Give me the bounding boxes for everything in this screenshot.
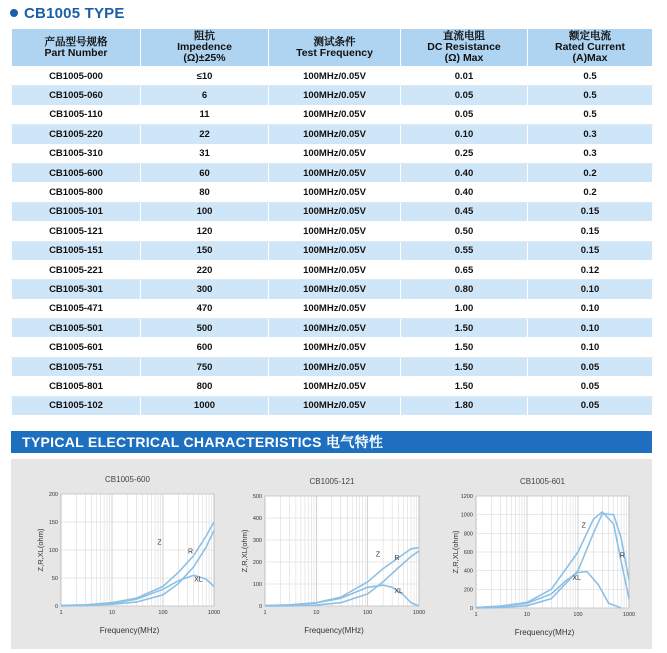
y-tick-label: 150	[48, 520, 58, 526]
chart-0	[36, 475, 220, 635]
cell-dc-resistance: 0.05	[401, 86, 528, 105]
type-title: CB1005 TYPE	[24, 4, 125, 22]
cell-rated-current: 0.2	[528, 183, 653, 202]
cell-test-frequency: 100MHz/0.05V	[269, 319, 401, 338]
cell-impedance: 31	[141, 144, 269, 163]
cell-part-number: CB1005-220	[12, 125, 141, 144]
y-tick-label: 1200	[460, 494, 473, 500]
y-axis-label: Z,R,XL(ohm)	[451, 530, 460, 574]
x-tick-label: 1	[59, 610, 63, 616]
cell-rated-current: 0.05	[528, 357, 653, 376]
series-label-z: Z	[375, 551, 381, 559]
y-tick-label: 200	[48, 492, 58, 498]
col-header-unit: (Ω) Max	[444, 52, 484, 64]
table-row	[12, 163, 653, 182]
cell-rated-current: 0.5	[528, 105, 653, 124]
x-tick-label: 1	[474, 612, 478, 618]
cell-dc-resistance: 0.80	[401, 280, 528, 299]
y-axis-label: Z,R,XL(ohm)	[36, 528, 45, 572]
cell-dc-resistance: 0.40	[401, 163, 528, 182]
cell-dc-resistance: 0.05	[401, 105, 528, 124]
cell-rated-current: 0.05	[528, 377, 653, 396]
col-header-en: Rated Current	[554, 41, 625, 53]
table-row	[12, 299, 653, 318]
cell-impedance: 120	[141, 222, 269, 241]
charts-svg	[11, 459, 652, 649]
cell-rated-current: 0.10	[528, 338, 653, 357]
table-row	[12, 280, 653, 299]
cell-test-frequency: 100MHz/0.05V	[269, 299, 401, 318]
table-row	[12, 183, 653, 202]
cell-impedance: 22	[141, 125, 269, 144]
table-row	[12, 396, 653, 415]
cell-part-number: CB1005-121	[12, 222, 141, 241]
cell-impedance: 750	[141, 357, 269, 376]
series-label-z: Z	[157, 539, 162, 547]
y-tick-label: 200	[252, 560, 262, 566]
table-row	[12, 105, 653, 124]
cell-rated-current: 0.2	[528, 163, 653, 182]
table-row	[12, 338, 653, 357]
table-row	[12, 319, 653, 338]
series-label-r: R	[187, 548, 194, 556]
cell-impedance: 80	[141, 183, 269, 202]
table-row	[12, 377, 653, 396]
cell-dc-resistance: 0.55	[401, 241, 528, 260]
cell-impedance: 11	[141, 105, 269, 124]
cell-rated-current: 0.15	[528, 222, 653, 241]
y-tick-label: 300	[252, 538, 262, 544]
cell-test-frequency: 100MHz/0.05V	[269, 183, 401, 202]
cell-part-number: CB1005-471	[12, 299, 141, 318]
series-label-r: R	[619, 552, 625, 560]
col-header-test-frequency	[269, 29, 401, 67]
cell-rated-current: 0.3	[528, 125, 653, 144]
cell-test-frequency: 100MHz/0.05V	[269, 260, 401, 279]
cell-rated-current: 0.5	[528, 67, 653, 86]
y-tick-label: 0	[469, 606, 473, 612]
cell-impedance: 300	[141, 280, 269, 299]
cell-part-number: CB1005-801	[12, 377, 141, 396]
cell-dc-resistance: 1.50	[401, 338, 528, 357]
cell-dc-resistance: 0.40	[401, 183, 528, 202]
cell-rated-current: 0.10	[528, 319, 653, 338]
cell-dc-resistance: 0.45	[401, 202, 528, 221]
table-row	[12, 357, 653, 376]
cell-impedance: 470	[141, 299, 269, 318]
cell-test-frequency: 100MHz/0.05V	[269, 67, 401, 86]
cell-part-number: CB1005-601	[12, 338, 141, 357]
cell-impedance: 100	[141, 202, 269, 221]
cell-part-number: CB1005-101	[12, 202, 141, 221]
cell-part-number: CB1005-000	[12, 67, 141, 86]
cell-dc-resistance: 1.50	[401, 319, 528, 338]
table-row	[12, 202, 653, 221]
col-header-cn: 直流电阻	[443, 30, 485, 42]
col-header-dc-resistance	[401, 29, 528, 67]
section-banner	[11, 431, 652, 453]
cell-dc-resistance: 0.25	[401, 144, 528, 163]
cell-dc-resistance: 1.80	[401, 396, 528, 415]
cell-test-frequency: 100MHz/0.05V	[269, 241, 401, 260]
chart-title: CB1005-601	[520, 477, 565, 486]
spec-table	[11, 28, 653, 416]
x-axis-label: Frequency(MHz)	[304, 626, 364, 635]
cell-rated-current: 0.10	[528, 280, 653, 299]
col-header-part-number	[12, 29, 141, 67]
table-row	[12, 222, 653, 241]
table-row	[12, 125, 653, 144]
table-row	[12, 67, 653, 86]
cell-impedance: 800	[141, 377, 269, 396]
cell-impedance: 6	[141, 86, 269, 105]
cell-test-frequency: 100MHz/0.05V	[269, 144, 401, 163]
cell-test-frequency: 100MHz/0.05V	[269, 396, 401, 415]
cell-impedance: 1000	[141, 396, 269, 415]
cell-impedance: ≤10	[141, 67, 269, 86]
cell-test-frequency: 100MHz/0.05V	[269, 377, 401, 396]
cell-rated-current: 0.12	[528, 260, 653, 279]
cell-rated-current: 0.05	[528, 396, 653, 415]
cell-dc-resistance: 1.50	[401, 377, 528, 396]
table-row	[12, 144, 653, 163]
col-header-en: DC Resistance	[427, 41, 501, 53]
cell-impedance: 60	[141, 163, 269, 182]
x-tick-label: 100	[573, 612, 583, 618]
cell-rated-current: 0.15	[528, 241, 653, 260]
cell-dc-resistance: 1.00	[401, 299, 528, 318]
cell-part-number: CB1005-221	[12, 260, 141, 279]
series-label-xl: XL	[194, 576, 203, 584]
table-row	[12, 86, 653, 105]
x-tick-label: 100	[363, 610, 373, 616]
x-tick-label: 1	[263, 610, 267, 616]
y-tick-label: 500	[252, 494, 262, 500]
y-tick-label: 100	[252, 582, 262, 588]
x-tick-label: 1000	[412, 610, 426, 616]
col-header-en: Impedence	[177, 41, 232, 53]
y-tick-label: 0	[258, 604, 262, 610]
cell-part-number: CB1005-102	[12, 396, 141, 415]
y-tick-label: 200	[463, 587, 473, 594]
cell-test-frequency: 100MHz/0.05V	[269, 222, 401, 241]
col-header-cn: 产品型号规格	[44, 35, 108, 48]
cell-part-number: CB1005-600	[12, 163, 141, 182]
table-row	[12, 241, 653, 260]
cell-part-number: CB1005-110	[12, 105, 141, 124]
y-tick-label: 600	[463, 550, 473, 556]
x-axis-label: Frequency(MHz)	[514, 628, 575, 637]
series-label-z: Z	[581, 522, 586, 530]
col-header-unit: (A)Max	[572, 52, 608, 64]
cell-test-frequency: 100MHz/0.05V	[269, 280, 401, 299]
col-header-impedance	[141, 29, 269, 67]
cell-impedance: 220	[141, 260, 269, 279]
cell-part-number: CB1005-751	[12, 357, 141, 376]
cell-part-number: CB1005-501	[12, 319, 141, 338]
col-header-en: Part Number	[44, 46, 108, 59]
y-tick-label: 400	[463, 568, 473, 575]
cell-test-frequency: 100MHz/0.05V	[269, 163, 401, 182]
cell-rated-current: 0.3	[528, 144, 653, 163]
table-row	[12, 260, 653, 279]
x-tick-label: 10	[108, 610, 116, 616]
cell-impedance: 500	[141, 319, 269, 338]
col-header-cn: 额定电流	[569, 30, 611, 42]
cell-rated-current: 0.5	[528, 86, 653, 105]
col-header-rated-current	[528, 29, 653, 67]
y-tick-label: 100	[48, 548, 58, 554]
cell-part-number: CB1005-310	[12, 144, 141, 163]
charts-area	[11, 459, 652, 649]
cell-test-frequency: 100MHz/0.05V	[269, 202, 401, 221]
table-body	[12, 67, 653, 416]
chart-title: CB1005-121	[309, 477, 355, 486]
x-tick-label: 10	[313, 610, 320, 616]
y-tick-label: 800	[463, 531, 473, 538]
chart-1	[240, 477, 425, 635]
chart-2	[451, 477, 635, 637]
cell-test-frequency: 100MHz/0.05V	[269, 86, 401, 105]
x-tick-label: 10	[523, 612, 531, 618]
type-header	[10, 3, 125, 23]
cell-test-frequency: 100MHz/0.05V	[269, 105, 401, 124]
y-tick-label: 400	[252, 516, 262, 522]
y-tick-label: 50	[51, 576, 58, 582]
cell-test-frequency: 100MHz/0.05V	[269, 125, 401, 144]
cell-part-number: CB1005-151	[12, 241, 141, 260]
x-axis-label: Frequency(MHz)	[99, 626, 160, 635]
x-tick-label: 1000	[622, 612, 636, 618]
y-tick-label: 0	[54, 604, 58, 610]
series-label-xl: XL	[394, 587, 403, 595]
cell-dc-resistance: 1.50	[401, 357, 528, 376]
series-label-xl: XL	[572, 575, 581, 582]
cell-impedance: 150	[141, 241, 269, 260]
cell-dc-resistance: 0.01	[401, 67, 528, 86]
cell-part-number: CB1005-301	[12, 280, 141, 299]
cell-rated-current: 0.10	[528, 299, 653, 318]
cell-dc-resistance: 0.10	[401, 125, 528, 144]
cell-test-frequency: 100MHz/0.05V	[269, 357, 401, 376]
col-header-cn: 测试条件	[313, 35, 356, 48]
cell-impedance: 600	[141, 338, 269, 357]
table-header-row	[12, 29, 653, 67]
bullet-icon	[10, 9, 18, 17]
cell-part-number: CB1005-060	[12, 86, 141, 105]
series-label-r: R	[394, 554, 400, 562]
col-header-en: Test Frequency	[296, 46, 373, 59]
y-axis-label: Z,R,XL(ohm)	[240, 529, 249, 573]
x-tick-label: 1000	[207, 610, 221, 616]
y-tick-label: 1000	[460, 512, 473, 519]
x-tick-label: 100	[158, 610, 168, 616]
cell-test-frequency: 100MHz/0.05V	[269, 338, 401, 357]
col-header-cn: 阻抗	[194, 30, 215, 42]
chart-title: CB1005-600	[105, 475, 150, 484]
section-title: TYPICAL ELECTRICAL CHARACTERISTICS 电气特性	[22, 434, 384, 450]
cell-part-number: CB1005-800	[12, 183, 141, 202]
cell-dc-resistance: 0.65	[401, 260, 528, 279]
cell-rated-current: 0.15	[528, 202, 653, 221]
cell-dc-resistance: 0.50	[401, 222, 528, 241]
col-header-unit: (Ω)±25%	[183, 52, 226, 64]
